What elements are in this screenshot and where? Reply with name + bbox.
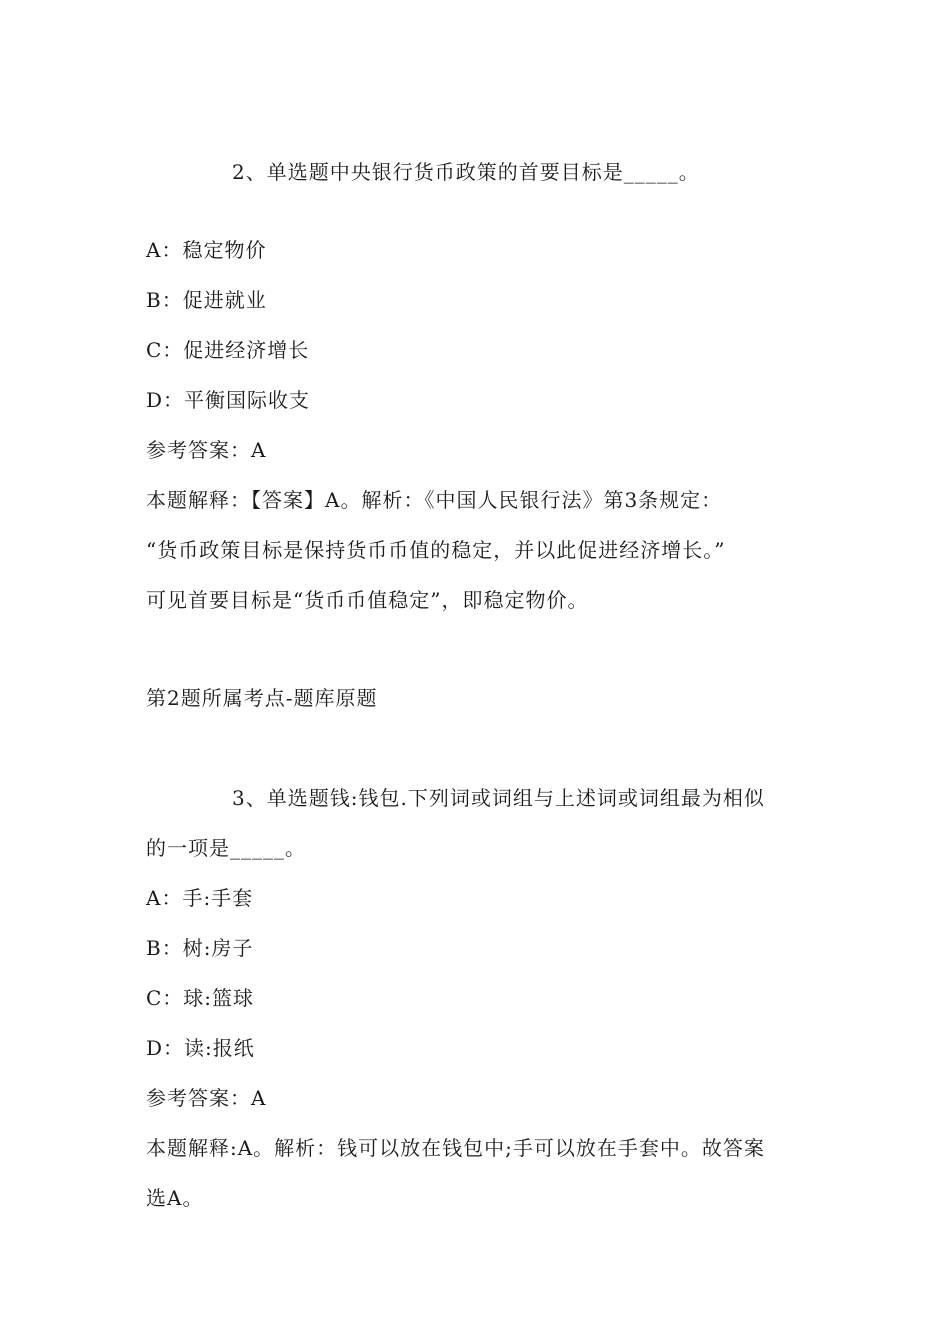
q2-stem: 2、单选题中央银行货币政策的首要目标是_____。 xyxy=(232,160,700,184)
q2-option-b: B：促进就业 xyxy=(146,288,267,312)
q3-stem-line-2: 的一项是_____。 xyxy=(146,836,306,860)
q3-answer: 参考答案：A xyxy=(146,1086,267,1110)
q3-option-b: B：树:房子 xyxy=(146,936,254,960)
q3-explanation-line-1: 本题解释:A。解析：钱可以放在钱包中;手可以放在手套中。故答案 xyxy=(146,1136,765,1160)
q3-option-d: D：读:报纸 xyxy=(146,1036,255,1060)
q2-explanation-line-3: 可见首要目标是“货币币值稳定”，即稳定物价。 xyxy=(146,588,589,612)
q2-option-d: D：平衡国际收支 xyxy=(146,388,311,412)
q2-option-c: C：促进经济增长 xyxy=(146,338,310,362)
q3-explanation-line-2: 选A。 xyxy=(146,1186,204,1210)
q2-option-a: A：稳定物价 xyxy=(146,238,267,262)
q2-explanation-line-2: “货币政策目标是保持货币币值的稳定，并以此促进经济增长。” xyxy=(146,538,726,562)
q2-topic: 第2题所属考点-题库原题 xyxy=(146,686,378,710)
q3-option-c: C：球:篮球 xyxy=(146,986,255,1010)
q2-explanation-line-1: 本题解释：【答案】A。解析：《中国人民银行法》第3条规定： xyxy=(146,488,723,512)
q3-stem-line-1: 3、单选题钱:钱包.下列词或词组与上述词或词组最为相似 xyxy=(232,786,765,810)
q2-answer: 参考答案：A xyxy=(146,438,267,462)
q3-option-a: A：手:手套 xyxy=(146,886,254,910)
